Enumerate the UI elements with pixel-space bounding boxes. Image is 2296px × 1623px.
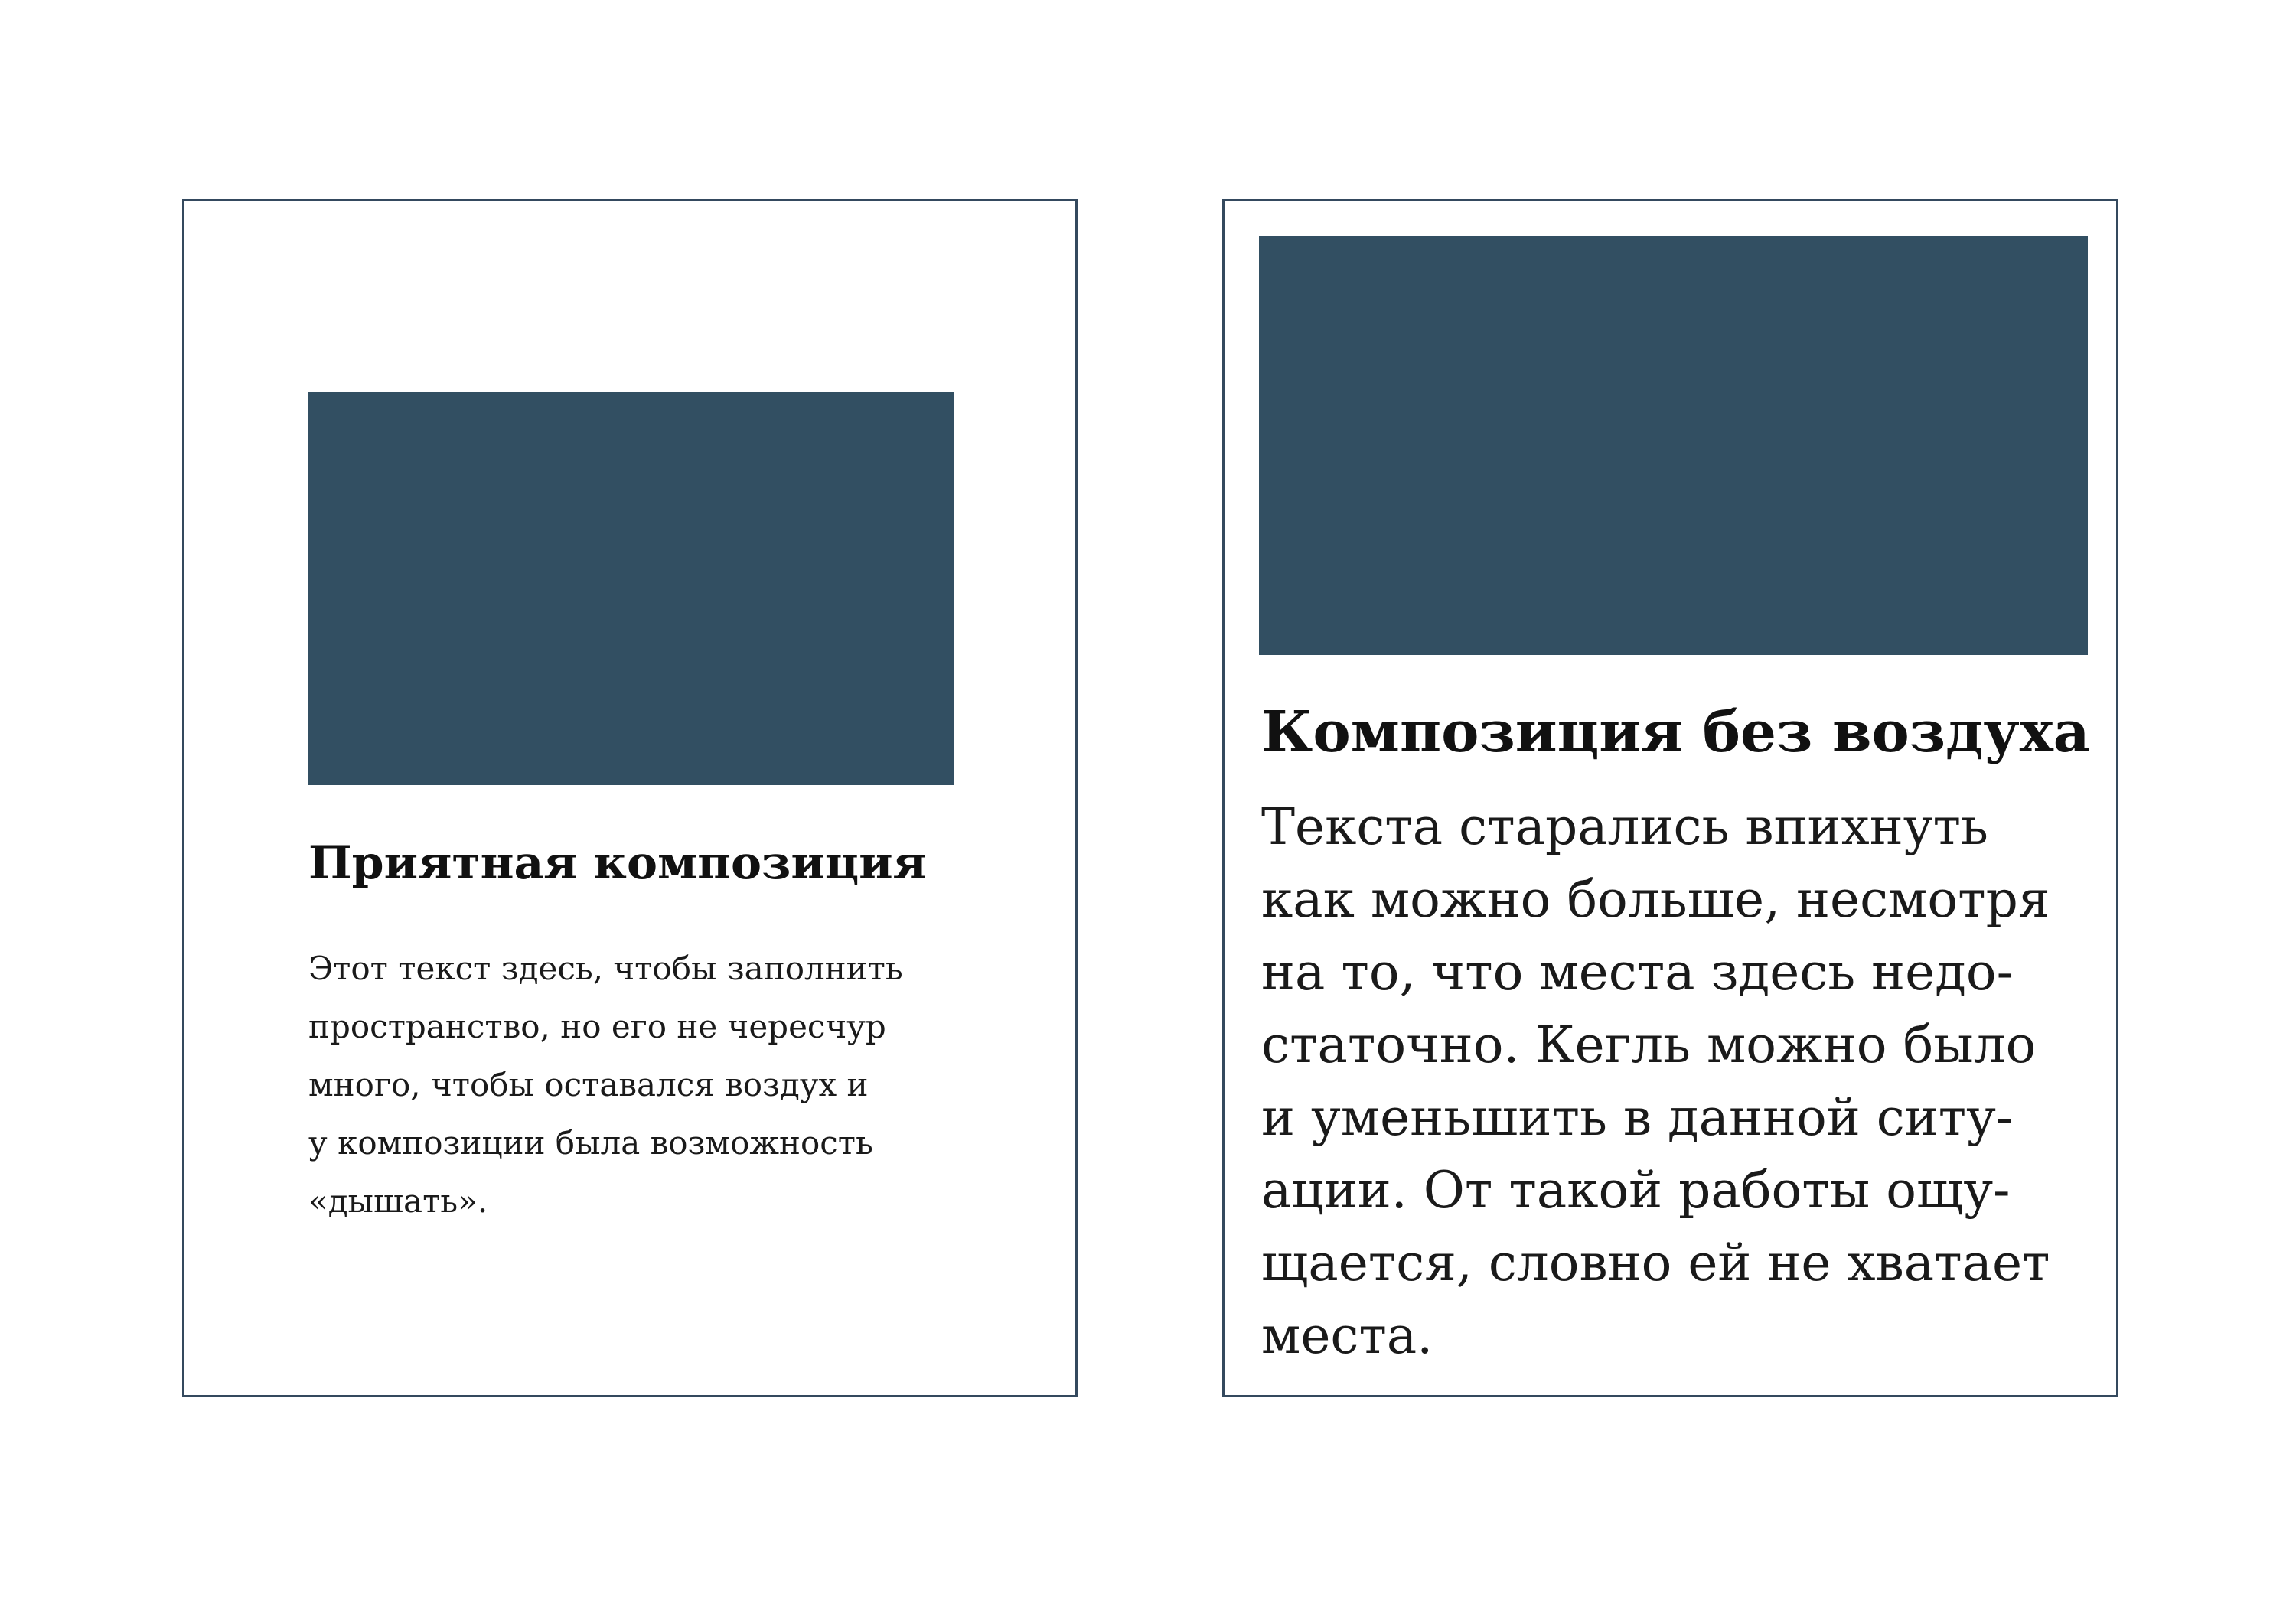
card-composition-without-air: [1222, 199, 2118, 1397]
image-placeholder: [308, 392, 954, 785]
text-line: много, чтобы оставался воздух и: [308, 1066, 869, 1103]
card-body-text: [308, 940, 967, 1230]
text-line: Этот текст здесь, чтобы заполнить: [308, 950, 903, 987]
text-line: как можно больше, несмотря: [1261, 870, 2050, 929]
card-title: Композиция без воздуха: [1261, 699, 2090, 765]
card-body-text: [1261, 790, 2103, 1372]
text-line: пространство, но его не чересчур: [308, 1008, 886, 1045]
text-line: у композиции была возможность: [308, 1124, 873, 1162]
card-pleasant-composition: [182, 199, 1078, 1397]
text-line: ации. От такой работы ощу-: [1261, 1161, 2011, 1220]
text-line: Текста старались впихнуть: [1261, 797, 1988, 856]
text-line: на то, что места здесь недо-: [1261, 943, 2014, 1002]
text-line: щается, словно ей не хватает: [1261, 1234, 2050, 1292]
text-line: места.: [1261, 1306, 1433, 1365]
card-title: Приятная композиция: [308, 836, 927, 890]
image-placeholder: [1259, 236, 2088, 655]
text-line: статочно. Кегль можно было: [1261, 1015, 2037, 1074]
text-line: «дышать».: [308, 1182, 488, 1220]
text-line: и уменьшить в данной ситу-: [1261, 1088, 2014, 1147]
